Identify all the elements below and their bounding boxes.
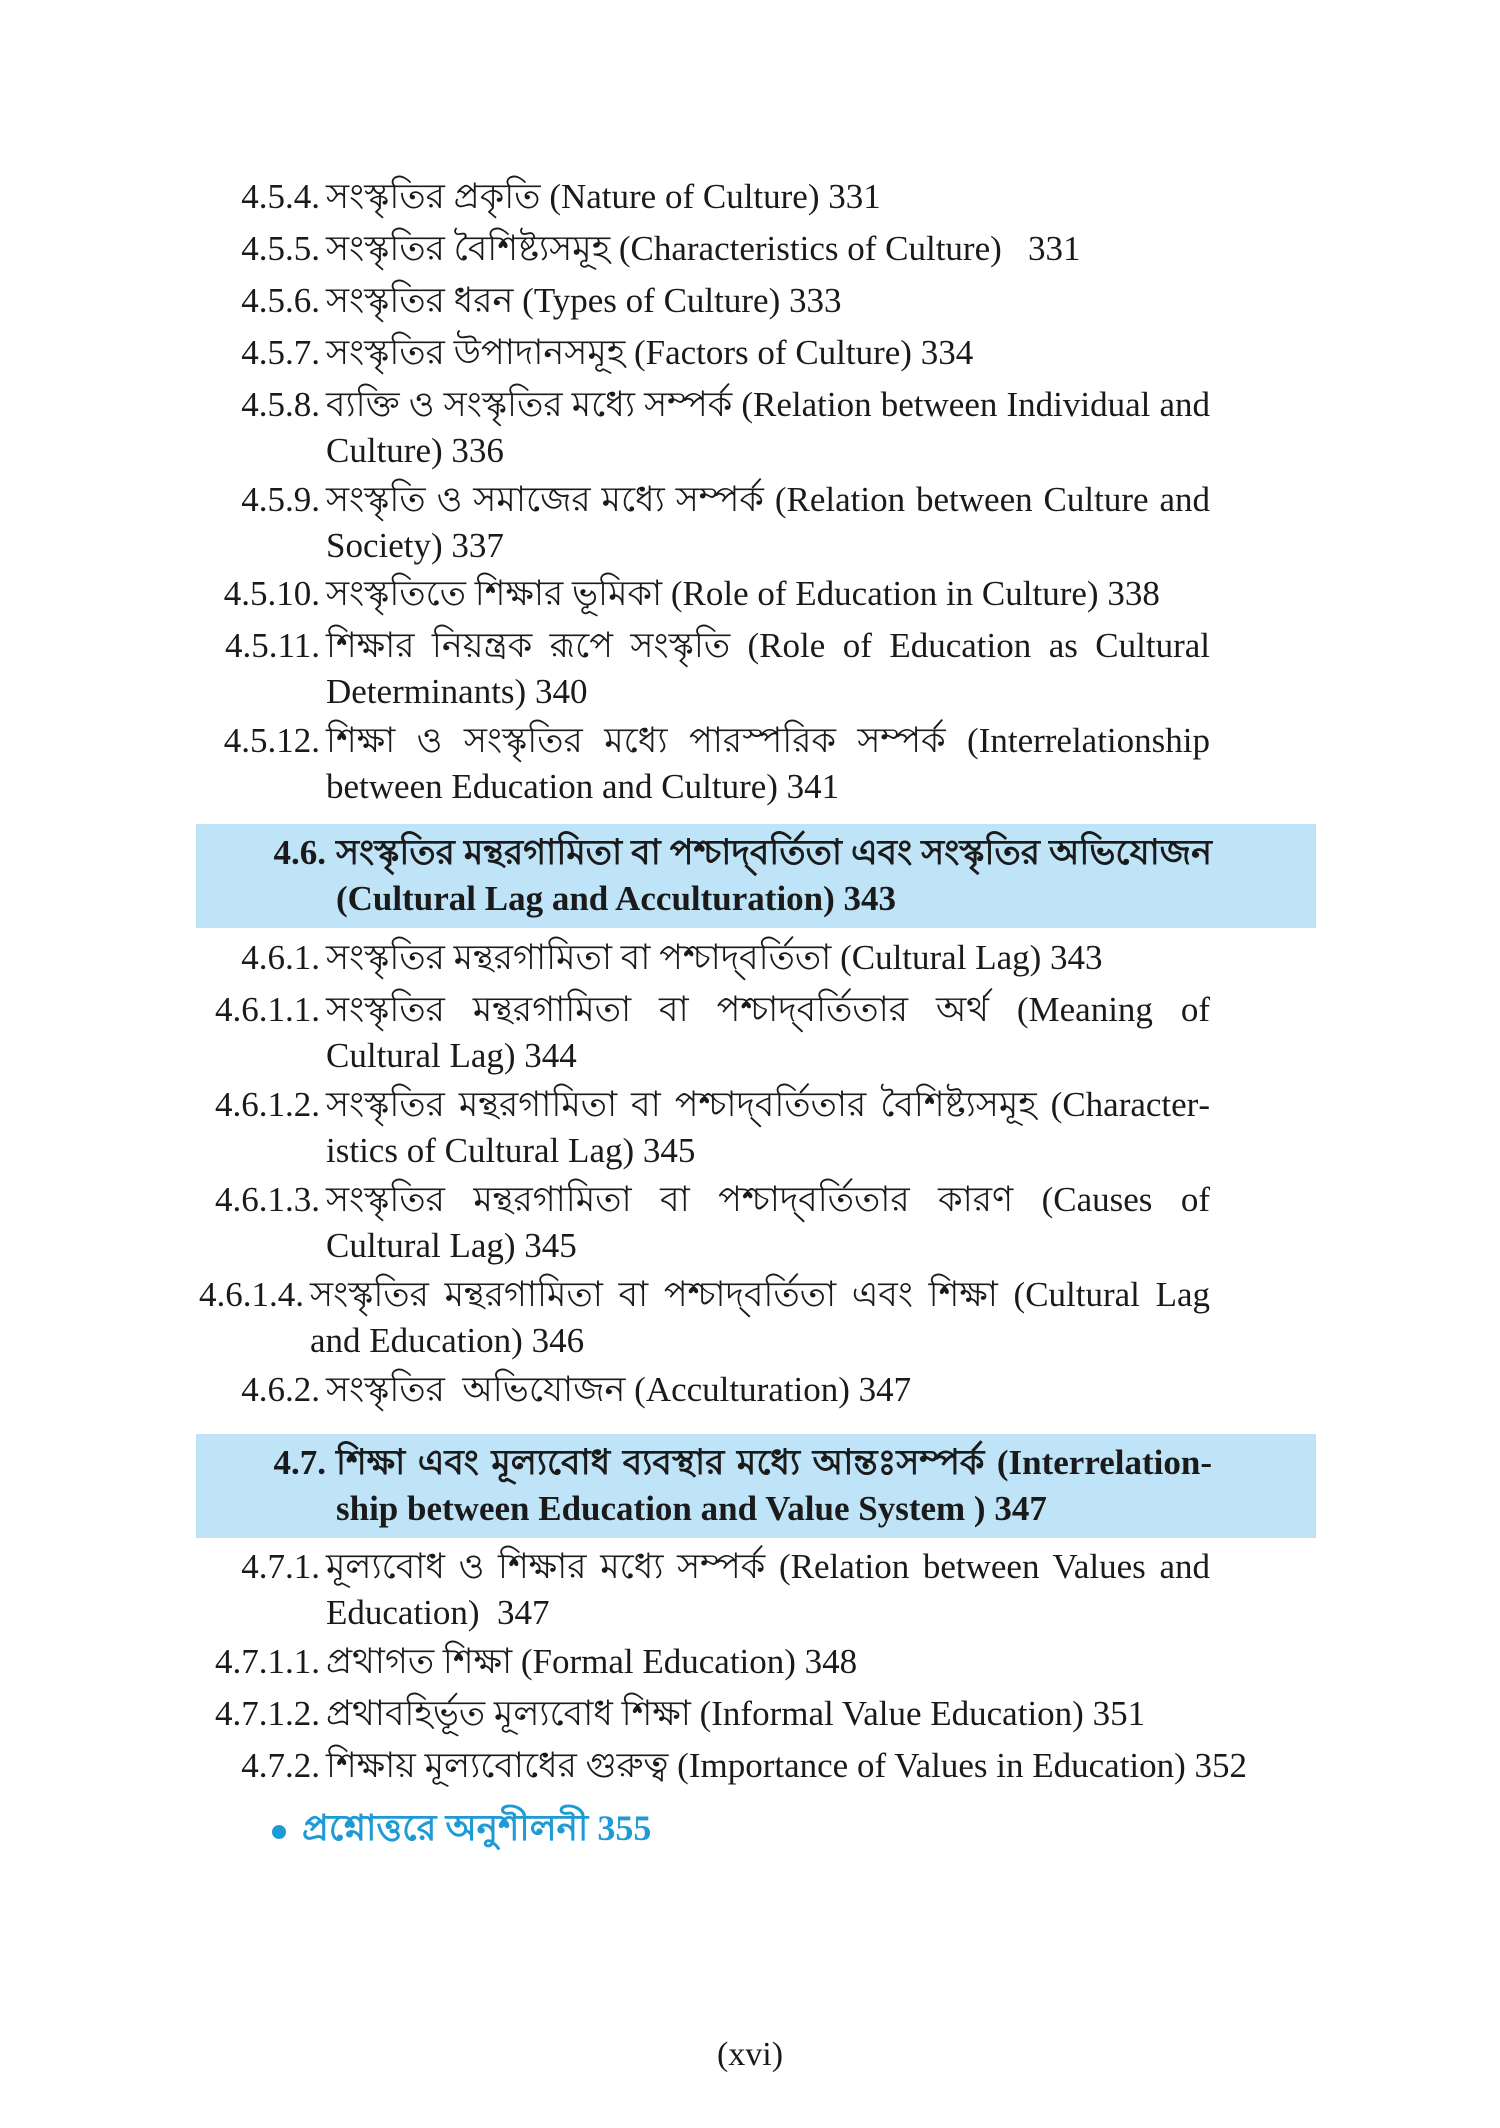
entry-text: শিক্ষায় মূল্যবোধের গুরুত্ব (Importance of Values in Education) 352 [326,1746,1248,1785]
toc-entry [180,571,1210,617]
toc-entry [180,278,1210,324]
toc-entry [180,226,1210,272]
entry-number: 4.5.5. [241,229,320,268]
toc-entry [180,718,1210,810]
entry-number: 4.5.8. [241,385,320,424]
entry-number: 4.6.1.2. [215,1085,320,1124]
entry-number: 4.6.2. [241,1370,320,1409]
bullet-icon [272,1825,286,1839]
exercise-link [272,1805,651,1851]
entry-number: 4.6.1.1. [215,990,320,1029]
entry-text: প্রথাবহির্ভূত মূল্যবোধ শিক্ষা (Informal Value Education) 351 [326,1694,1146,1733]
section-number: 4.7. [273,1443,326,1482]
toc-entry [180,1691,1210,1737]
page-number: (xvi) [716,2036,784,2073]
toc-entry [180,987,1210,1079]
toc-entry [180,174,1210,220]
toc-entry [180,1082,1210,1174]
toc-entry [180,477,1210,569]
entry-number: 4.5.11. [225,626,320,665]
entry-number: 4.5.12. [223,721,320,760]
entry-number: 4.5.7. [241,333,320,372]
toc-entry [180,1177,1210,1269]
entry-text: সংস্কৃতির অভিযোজন (Acculturation) 347 [326,1370,912,1409]
entry-number: 4.5.6. [241,281,320,320]
toc-entry [180,1639,1210,1685]
entry-text: সংস্কৃতির মন্থরগামিতা বা পশ্চাদ্‌বর্তিতার কারণ (Causes of Cultural Lag) 345 [326,1180,1210,1265]
entry-text: সংস্কৃতির মন্থরগামিতা বা পশ্চাদ্‌বর্তিতা (Cultural Lag) 343 [326,938,1103,977]
entry-number: 4.7.2. [241,1746,320,1785]
entry-text: সংস্কৃতি ও সমাজের মধ্যে সম্পর্ক (Relation between Culture and Society) 337 [326,480,1210,565]
section-heading-4-6 [196,824,1316,928]
toc-entry [180,330,1210,376]
entry-text: সংস্কৃতিতে শিক্ষার ভূমিকা (Role of Education in Culture) 338 [326,574,1160,613]
toc-entry [180,1544,1219,1636]
section-heading-4-7 [196,1434,1316,1538]
toc-entry [180,1743,1248,1789]
section-number: 4.6. [273,833,326,872]
entry-text: সংস্কৃতির প্রকৃতি (Nature of Culture) 331 [326,177,881,216]
entry-text: সংস্কৃতির উপাদানসমূহ (Factors of Culture) 334 [326,333,974,372]
entry-text: প্রথাগত শিক্ষা (Formal Education) 348 [326,1642,858,1681]
exercise-label: প্রশ্নোত্তরে অনুশীলনী 355 [302,1808,652,1848]
toc-entry [180,382,1210,474]
section-title: শিক্ষা এবং মূল্যবোধ ব্যবস্থার মধ্যে আন্তঃসম্পর্ক (Interrelationship between Education and Value System ) 347 [336,1443,1212,1528]
toc-entry [180,1367,1210,1413]
section-title: সংস্কৃতির মন্থরগামিতা বা পশ্চাদ্‌বর্তিতা এবং সংস্কৃতির অভিযোজন (Cultural Lag and Acculturation) 343 [336,833,1212,918]
toc-entry [180,1272,1210,1364]
entry-number: 4.7.1. [241,1547,320,1586]
entry-text: ব্যক্তি ও সংস্কৃতির মধ্যে সম্পর্ক (Relation between Individual and Culture) 336 [326,385,1210,470]
entry-text: সংস্কৃতির মন্থরগামিতা বা পশ্চাদ্‌বর্তিতার অর্থ (Meaning of Cultural Lag) 344 [326,990,1210,1075]
entry-text: সংস্কৃতির বৈশিষ্ট্যসমূহ (Characteristics of Culture) 331 [326,229,1081,268]
toc-entry [180,935,1210,981]
entry-number: 4.5.4. [241,177,320,216]
entry-text: সংস্কৃতির ধরন (Types of Culture) 333 [326,281,842,320]
entry-number: 4.6.1.3. [215,1180,320,1219]
entry-number: 4.7.1.2. [215,1694,320,1733]
entry-number: 4.6.1. [241,938,320,977]
entry-number: 4.5.10. [223,574,320,613]
entry-text: শিক্ষা ও সংস্কৃতির মধ্যে পারস্পরিক সম্পর্ক (Interrelationship between Education and Culture) 341 [326,721,1210,806]
entry-number: 4.5.9. [241,480,320,519]
toc-entry [180,623,1210,715]
entry-number: 4.7.1.1. [215,1642,320,1681]
entry-text: মূল্যবোধ ও শিক্ষার মধ্যে সম্পর্ক (Relation between Values and Education) 347 [326,1547,1219,1632]
entry-text: সংস্কৃতির মন্থরগামিতা বা পশ্চাদ্‌বর্তিতার বৈশিষ্ট্যসমূহ (Characteristics of Cultural Lag) 345 [326,1085,1210,1170]
entry-text: সংস্কৃতির মন্থরগামিতা বা পশ্চাদ্‌বর্তিতা এবং শিক্ষা (Cultural Lag and Education) 346 [310,1275,1210,1360]
entry-number: 4.6.1.4. [199,1275,304,1314]
entry-text: শিক্ষার নিয়ন্ত্রক রূপে সংস্কৃতি (Role of Education as Cultural Determinants) 340 [326,626,1210,711]
